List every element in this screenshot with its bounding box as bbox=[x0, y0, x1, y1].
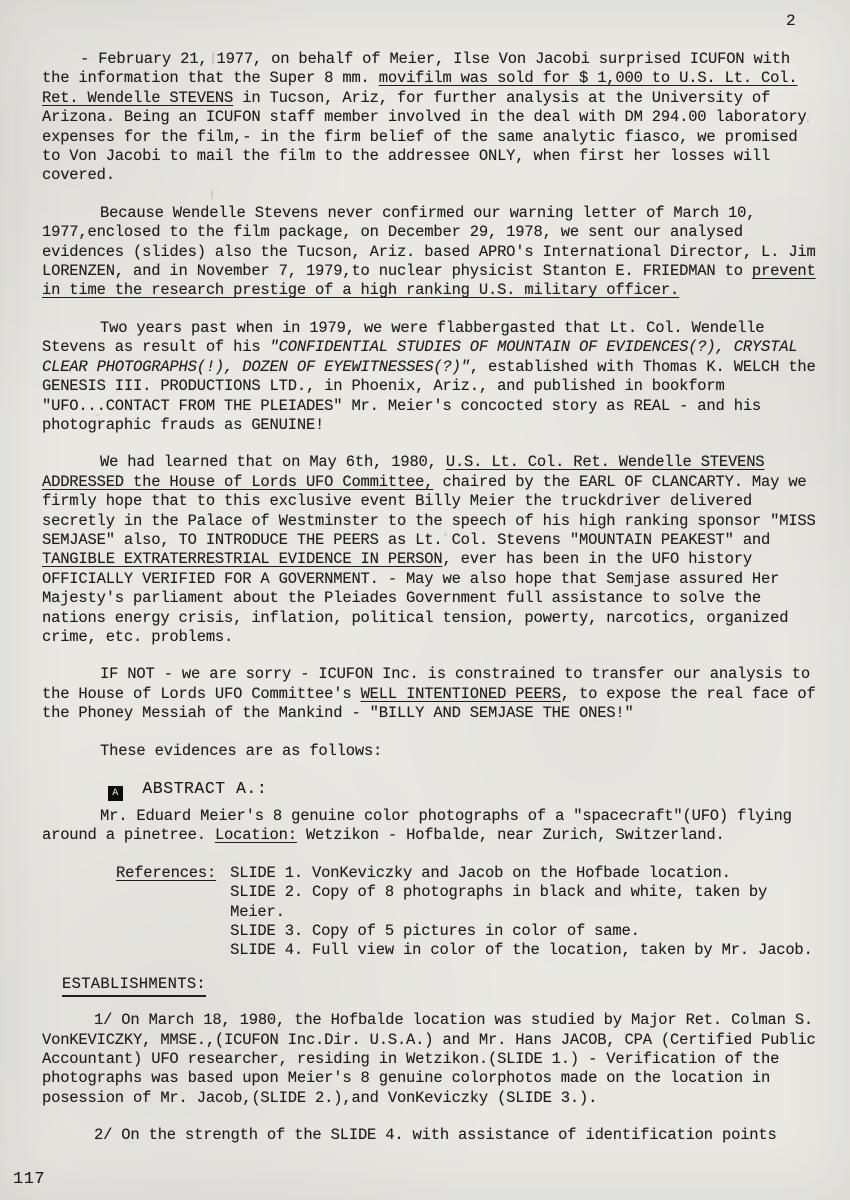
establishments-heading-row bbox=[42, 975, 824, 1011]
paragraph-if-not bbox=[42, 665, 824, 723]
paragraph-establishment-2 bbox=[42, 1126, 824, 1145]
reference-slide-4: SLIDE 4. Full view in color of the location, taken by Mr. Jacob. bbox=[230, 941, 813, 960]
references-list bbox=[230, 864, 824, 961]
text-run: movifilm was sold for $ 1,000 to U.S. Lt. Col. Ret. Wendelle STEVENS bbox=[42, 69, 798, 107]
text-run: Wetzikon - Hofbalde, near Zurich, Switzerland. bbox=[296, 826, 725, 845]
text-run: We had learned that on May 6th, 1980, bbox=[100, 453, 446, 472]
text-run: in Tucson, Ariz, for further analysis at the University of Arizona. Being an ICUFON staff member involved in the deal with DM 294.00 laboratory expenses for the film,- in the firm belief of the same analytic fiasco, we promised to Von Jacobi to mail the film to the addressee ONLY, when first her losses will covered. bbox=[42, 88, 807, 185]
text-run: 1/ On March 18, 1980, the Hofbalde location was studied by Major Ret. Colman S. VonKEVICZKY, MMSE.,(ICUFON Inc.Dir. U.S.A.) and Mr. Hans JACOB, CPA (Certified Public Accountant) UFO researcher, residing in Wetzikon.(SLIDE 1.) - Verification of the photographs was based upon Meier's 8 genuine colorphotos made on the location in posession of Mr. Jacob,(SLIDE 2.),and VonKeviczky (SLIDE 3.). bbox=[42, 1011, 816, 1107]
text-run: TANGIBLE EXTRATERRESTRIAL EVIDENCE IN PERSON bbox=[42, 550, 443, 569]
text-run: WELL INTENTIONED PEERS bbox=[360, 684, 561, 703]
text-run: - February 21, 1977, on behalf of Meier, Ilse Von Jacobi surprised ICUFON with the information that the Super 8 mm. bbox=[42, 50, 790, 88]
text-run: IF NOT - we are sorry - ICUFON Inc. is constrained to transfer our analysis to the House of Lords UFO Committee's bbox=[42, 665, 810, 703]
paragraph-two-years-past bbox=[42, 319, 824, 435]
document-body bbox=[42, 50, 824, 1164]
references-label: References: bbox=[116, 863, 217, 882]
text-run: chaired by the EARL OF CLANCARTY. May we firmly hope that to this exclusive event Billy Meier the truckdriver delivered secretly in the Palace of Westminster to the speech of his high ranking sponsor "MISS SEMJASE" also, TO INTRODUCE THE PEERS as Lt. Col. Stevens "MOUNTAIN PEAKEST" and bbox=[42, 472, 816, 549]
text-run: Location: bbox=[214, 826, 297, 845]
scan-artifact bbox=[211, 190, 213, 199]
scan-artifact bbox=[807, 118, 809, 124]
page-number: 2 bbox=[786, 12, 796, 30]
establishments-heading: ESTABLISHMENTS: bbox=[62, 975, 206, 997]
text-run: "CONFIDENTIAL STUDIES OF MOUNTAIN OF EVIDENCES(?), CRYSTAL CLEAR PHOTOGRAPHS(!), DOZEN OF EYEWITNESSES(?)" bbox=[42, 338, 798, 376]
text-run: prevent in time the research prestige of a high ranking U.S. military officer. bbox=[42, 262, 816, 300]
reference-slide-2: SLIDE 2. Copy of 8 photographs in black and white, taken by Meier. bbox=[230, 883, 768, 921]
text-run: , to expose the real face of the Phoney Messiah of the Mankind - "BILLY AND SEMJASE THE ONES!" bbox=[42, 684, 816, 723]
references-block bbox=[116, 864, 824, 961]
paragraph-warning-letter bbox=[42, 204, 824, 301]
text-run: U.S. Lt. Col. Ret. Wendelle STEVENS ADDRESSED the House of Lords UFO Committee, bbox=[42, 453, 765, 491]
reference-slide-1: SLIDE 1. VonKeviczky and Jacob on the Hofbade location. bbox=[230, 863, 731, 882]
text-run: , established with Thomas K. WELCH the GENESIS III. PRODUCTIONS LTD., in Phoenix, Ariz., and published in bookform "UFO...CONTACT FROM THE PLEIADES" Mr. Meier's concocted story as REAL - and his photographic frauds as GENUINE! bbox=[42, 357, 816, 434]
paragraph-establishment-1 bbox=[42, 1011, 824, 1108]
text-run: These evidences are as follows: bbox=[100, 741, 383, 760]
text-run: 2/ On the strength of the SLIDE 4. with assistance of identification points bbox=[94, 1126, 777, 1145]
text-run: Because Wendelle Stevens never confirmed our warning letter of March 10, 1977,enclosed to the film package, on December 29, 1978, we sent our analysed evidences (slides) also the Tucson, Ariz. based APRO's International Director, L. Jim LORENZEN, and in November 7, 1979,to nuclear physicist Stanton E. FRIEDMAN to bbox=[42, 203, 816, 281]
paragraph-film-sold bbox=[42, 50, 824, 186]
scan-artifact bbox=[444, 533, 447, 536]
text-run: Mr. Eduard Meier's 8 genuine color photographs of a "spacecraft"(UFO) flying around a pinetree. bbox=[42, 807, 792, 845]
section-marker-square-icon: A bbox=[108, 786, 123, 801]
scan-artifact bbox=[96, 414, 100, 416]
footer-page-number: 117 bbox=[13, 1170, 46, 1189]
paragraph-evidences-intro bbox=[42, 742, 824, 761]
reference-slide-3: SLIDE 3. Copy of 5 pictures in color of same. bbox=[230, 922, 640, 941]
paragraph-abstract-description bbox=[42, 807, 824, 846]
text-run: Two years past when in 1979, we were flabbergasted that Lt. Col. Wendelle Stevens as result of his bbox=[42, 318, 765, 357]
section-heading-abstract-a bbox=[108, 779, 824, 801]
abstract-heading-label: ABSTRACT A.: bbox=[142, 779, 268, 798]
paragraph-house-of-lords bbox=[42, 453, 824, 647]
text-run: , ever has been in the UFO history OFFICIALLY VERIFIED FOR A GOVERNMENT. - May we also hope that Semjase assured Her Majesty's parliament about the Pleiades Government full assistance to solve the nations energy crisis, inflation, political tension, powerty, narcotics, organized crime, etc. problems. bbox=[42, 550, 789, 646]
